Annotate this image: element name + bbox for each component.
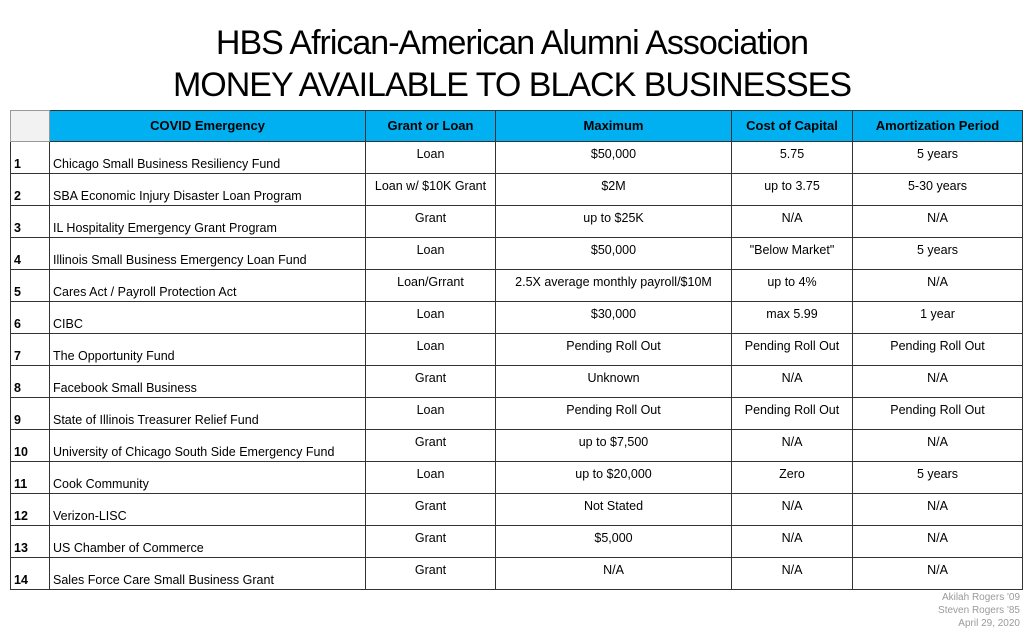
table-row bbox=[11, 526, 1023, 558]
table-row bbox=[11, 302, 1023, 334]
cost-of-capital-cell: N/A bbox=[732, 366, 853, 398]
row-number-cell: 10 bbox=[11, 430, 50, 462]
maximum-cell: 2.5X average monthly payroll/$10M bbox=[496, 270, 732, 302]
grant-or-loan-cell: Loan bbox=[366, 142, 496, 174]
cost-of-capital-cell: N/A bbox=[732, 494, 853, 526]
row-number-cell: 12 bbox=[11, 494, 50, 526]
program-name-cell: CIBC bbox=[50, 302, 366, 334]
grant-or-loan-cell: Loan bbox=[366, 462, 496, 494]
credit-author-1: Akilah Rogers '09 bbox=[941, 592, 1020, 603]
amortization-period-cell: 1 year bbox=[853, 302, 1023, 334]
credits bbox=[938, 591, 1020, 630]
maximum-cell: $30,000 bbox=[496, 302, 732, 334]
cost-of-capital-cell: up to 4% bbox=[732, 270, 853, 302]
header-maximum: Maximum bbox=[496, 111, 732, 142]
header-grant-or-loan: Grant or Loan bbox=[366, 111, 496, 142]
program-name-cell: Facebook Small Business bbox=[50, 366, 366, 398]
slide-content bbox=[10, 110, 1022, 630]
grant-or-loan-cell: Grant bbox=[366, 494, 496, 526]
amortization-period-cell: N/A bbox=[853, 558, 1023, 590]
maximum-cell: up to $25K bbox=[496, 206, 732, 238]
cost-of-capital-cell: max 5.99 bbox=[732, 302, 853, 334]
maximum-cell: up to $20,000 bbox=[496, 462, 732, 494]
program-name-cell: The Opportunity Fund bbox=[50, 334, 366, 366]
table-row bbox=[11, 462, 1023, 494]
table-row bbox=[11, 206, 1023, 238]
amortization-period-cell: 5 years bbox=[853, 462, 1023, 494]
program-name-cell: Sales Force Care Small Business Grant bbox=[50, 558, 366, 590]
row-number-cell: 11 bbox=[11, 462, 50, 494]
credit-author-2: Steven Rogers '85 bbox=[938, 605, 1020, 616]
row-number-cell: 5 bbox=[11, 270, 50, 302]
row-number-cell: 7 bbox=[11, 334, 50, 366]
program-name-cell: IL Hospitality Emergency Grant Program bbox=[50, 206, 366, 238]
row-number-cell: 9 bbox=[11, 398, 50, 430]
cost-of-capital-cell: "Below Market" bbox=[732, 238, 853, 270]
amortization-period-cell: N/A bbox=[853, 430, 1023, 462]
grant-or-loan-cell: Loan bbox=[366, 238, 496, 270]
cost-of-capital-cell: Pending Roll Out bbox=[732, 398, 853, 430]
program-name-cell: State of Illinois Treasurer Relief Fund bbox=[50, 398, 366, 430]
cost-of-capital-cell: N/A bbox=[732, 206, 853, 238]
table-row bbox=[11, 398, 1023, 430]
maximum-cell: $50,000 bbox=[496, 142, 732, 174]
funding-table bbox=[10, 110, 1023, 590]
table-row bbox=[11, 430, 1023, 462]
program-name-cell: US Chamber of Commerce bbox=[50, 526, 366, 558]
table-row bbox=[11, 270, 1023, 302]
table-row bbox=[11, 142, 1023, 174]
grant-or-loan-cell: Grant bbox=[366, 526, 496, 558]
maximum-cell: Pending Roll Out bbox=[496, 334, 732, 366]
table-row bbox=[11, 238, 1023, 270]
maximum-cell: $2M bbox=[496, 174, 732, 206]
grant-or-loan-cell: Loan bbox=[366, 398, 496, 430]
amortization-period-cell: 5 years bbox=[853, 238, 1023, 270]
maximum-cell: Pending Roll Out bbox=[496, 398, 732, 430]
amortization-period-cell: N/A bbox=[853, 366, 1023, 398]
row-number-cell: 3 bbox=[11, 206, 50, 238]
cost-of-capital-cell: 5.75 bbox=[732, 142, 853, 174]
row-number-cell: 4 bbox=[11, 238, 50, 270]
cost-of-capital-cell: Pending Roll Out bbox=[732, 334, 853, 366]
maximum-cell: $5,000 bbox=[496, 526, 732, 558]
row-number-cell: 2 bbox=[11, 174, 50, 206]
maximum-cell: Unknown bbox=[496, 366, 732, 398]
header-corner bbox=[11, 111, 50, 142]
cost-of-capital-cell: N/A bbox=[732, 558, 853, 590]
grant-or-loan-cell: Loan/Grrant bbox=[366, 270, 496, 302]
amortization-period-cell: N/A bbox=[853, 270, 1023, 302]
maximum-cell: Not Stated bbox=[496, 494, 732, 526]
amortization-period-cell: 5-30 years bbox=[853, 174, 1023, 206]
cost-of-capital-cell: N/A bbox=[732, 430, 853, 462]
row-number-cell: 8 bbox=[11, 366, 50, 398]
program-name-cell: Cares Act / Payroll Protection Act bbox=[50, 270, 366, 302]
table-header-row bbox=[11, 111, 1023, 142]
program-name-cell: Chicago Small Business Resiliency Fund bbox=[50, 142, 366, 174]
grant-or-loan-cell: Grant bbox=[366, 558, 496, 590]
table-row bbox=[11, 494, 1023, 526]
amortization-period-cell: N/A bbox=[853, 494, 1023, 526]
program-name-cell: University of Chicago South Side Emergency Fund bbox=[50, 430, 366, 462]
table-row bbox=[11, 334, 1023, 366]
program-name-cell: SBA Economic Injury Disaster Loan Program bbox=[50, 174, 366, 206]
slide-subtitle: MONEY AVAILABLE TO BLACK BUSINESSES bbox=[172, 66, 852, 104]
cost-of-capital-cell: Zero bbox=[732, 462, 853, 494]
credit-date: April 29, 2020 bbox=[958, 618, 1020, 629]
program-name-cell: Verizon-LISC bbox=[50, 494, 366, 526]
header-cost-of-capital: Cost of Capital bbox=[732, 111, 853, 142]
maximum-cell: $50,000 bbox=[496, 238, 732, 270]
grant-or-loan-cell: Loan w/ $10K Grant bbox=[366, 174, 496, 206]
maximum-cell: N/A bbox=[496, 558, 732, 590]
program-name-cell: Illinois Small Business Emergency Loan Fund bbox=[50, 238, 366, 270]
row-number-cell: 6 bbox=[11, 302, 50, 334]
amortization-period-cell: Pending Roll Out bbox=[853, 398, 1023, 430]
table-row bbox=[11, 558, 1023, 590]
grant-or-loan-cell: Grant bbox=[366, 366, 496, 398]
slide-title: HBS African-American Alumni Association bbox=[215, 24, 809, 62]
grant-or-loan-cell: Loan bbox=[366, 334, 496, 366]
table-row bbox=[11, 366, 1023, 398]
amortization-period-cell: 5 years bbox=[853, 142, 1023, 174]
amortization-period-cell: Pending Roll Out bbox=[853, 334, 1023, 366]
maximum-cell: up to $7,500 bbox=[496, 430, 732, 462]
program-name-cell: Cook Community bbox=[50, 462, 366, 494]
row-number-cell: 14 bbox=[11, 558, 50, 590]
row-number-cell: 1 bbox=[11, 142, 50, 174]
table-row bbox=[11, 174, 1023, 206]
grant-or-loan-cell: Loan bbox=[366, 302, 496, 334]
cost-of-capital-cell: N/A bbox=[732, 526, 853, 558]
header-covid-emergency: COVID Emergency bbox=[50, 111, 366, 142]
cost-of-capital-cell: up to 3.75 bbox=[732, 174, 853, 206]
grant-or-loan-cell: Grant bbox=[366, 206, 496, 238]
header-amortization-period: Amortization Period bbox=[853, 111, 1023, 142]
row-number-cell: 13 bbox=[11, 526, 50, 558]
amortization-period-cell: N/A bbox=[853, 526, 1023, 558]
amortization-period-cell: N/A bbox=[853, 206, 1023, 238]
grant-or-loan-cell: Grant bbox=[366, 430, 496, 462]
